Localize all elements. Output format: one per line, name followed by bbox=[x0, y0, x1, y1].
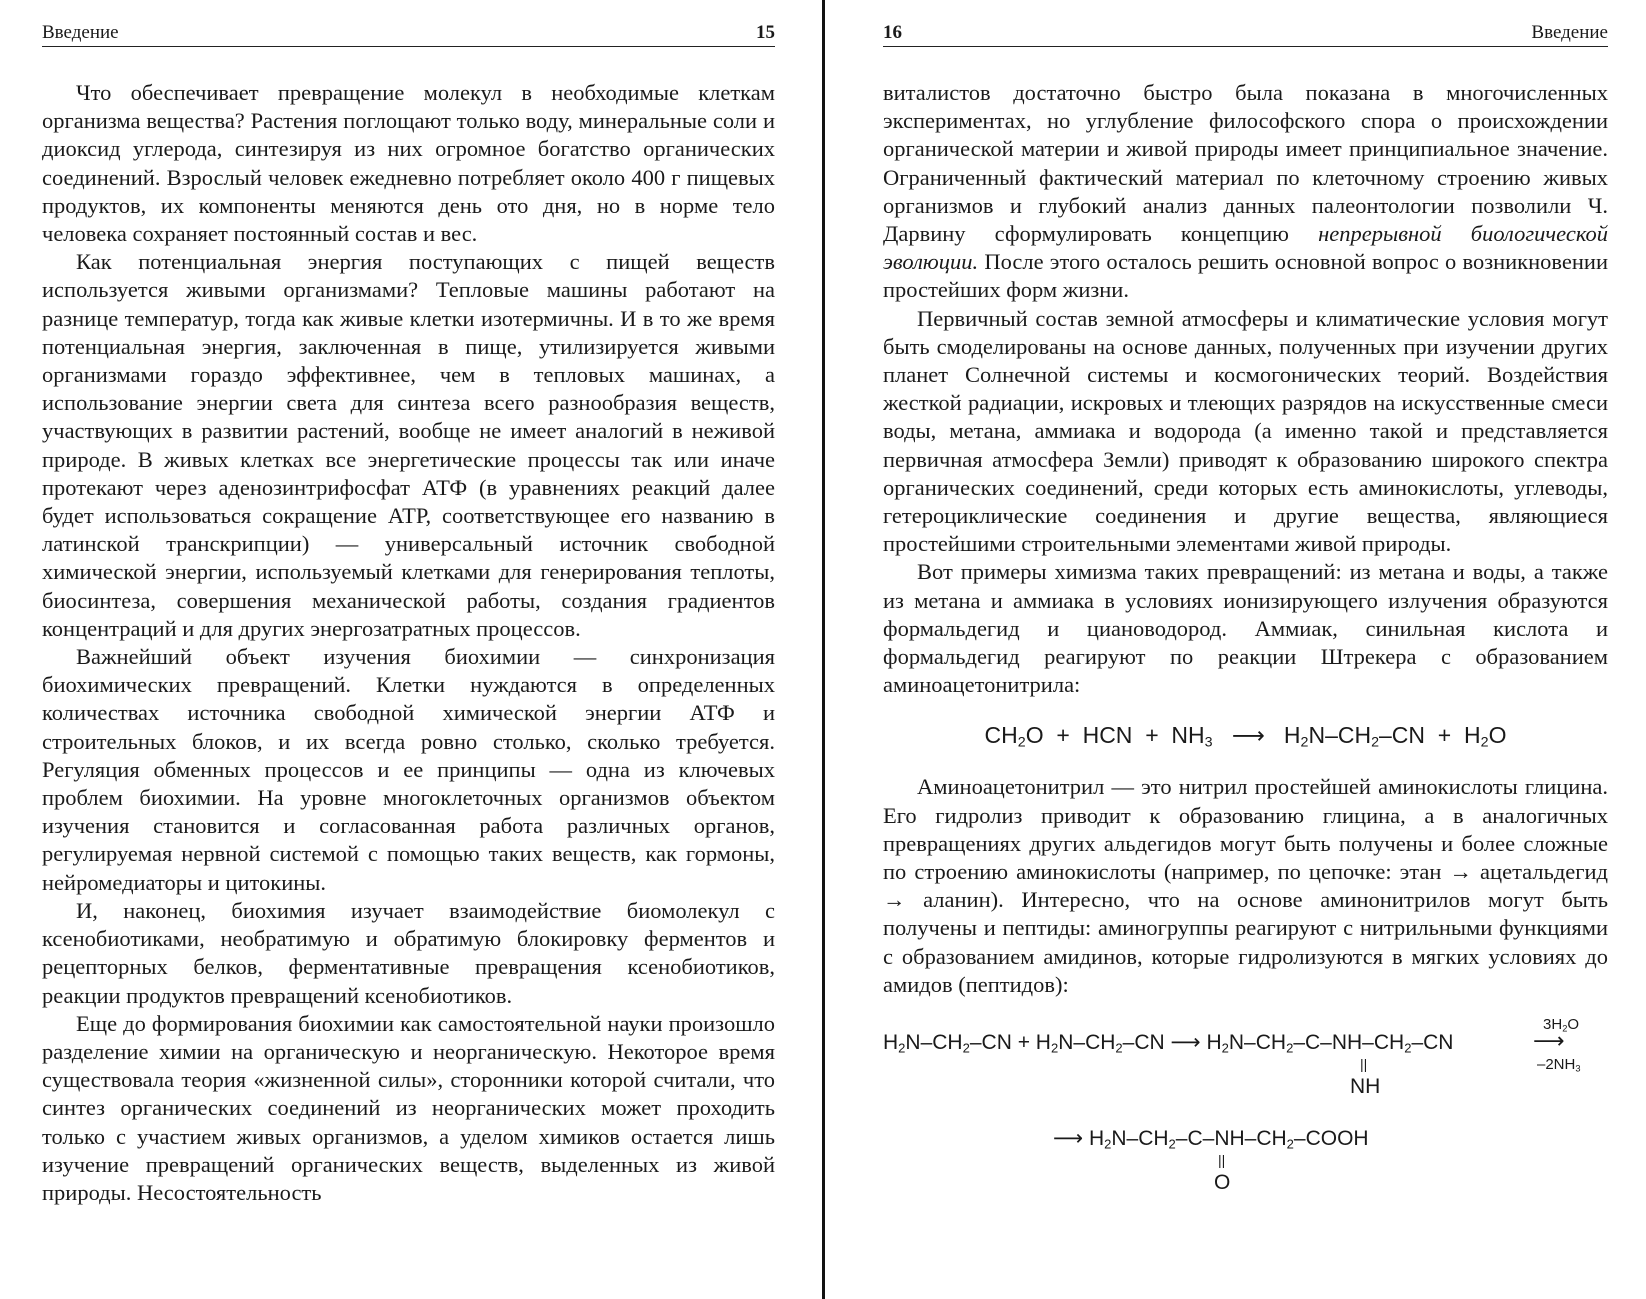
paragraph: Аминоацетонитрил — это нитрил простейшей аминокислоты глицина. Его гидролиз приводит к образованию глицина, а в аналогичных превращениях других альдегидов могут быть получены и более сложные по строению аминокислоты (например, по цепочке: этан → ацетальдегид → аланин). Интересно, что на основе аминонитрилов могут быть получены и пептиды: аминогруппы реагируют с нитрильными функциями с образованием амидинов, которые гидролизуются в мягких условиях до амидов (пептидов): bbox=[883, 774, 1608, 997]
left-page-body bbox=[42, 79, 775, 1207]
equation-line-2: ⟶ $H_2N-CH_2-C-NH-CH_2$–COOH bbox=[1053, 1127, 1369, 1152]
carbonyl-oxygen: O bbox=[1214, 1171, 1231, 1195]
paragraph: Что обеспечивает превращение молекул в необходимые клеткам организма вещества? Растения поглощают только воду, минеральные соли и диоксид углерода, синтезируя из них огромное богатство органических соединений. Взрослый человек ежедневно потребляет около 400 г пищевых продуктов, их компоненты меняются день ото дня, но в норме тело человека сохраняет постоянный состав и вес. bbox=[42, 80, 775, 247]
reagent-above: $3H_2O$ bbox=[1543, 1016, 1580, 1034]
right-header-title: Введение bbox=[1531, 22, 1608, 43]
right-page-header bbox=[883, 20, 1608, 47]
imine-group: NH bbox=[1350, 1075, 1381, 1099]
double-bond: || bbox=[1218, 1152, 1226, 1169]
equation-line-1: $H_2N-CH_2-CN + H_2N-CH_2-CN$ ⟶ $H_2N-CH_2-C-NH-CH_2-CN$ bbox=[883, 1031, 1454, 1056]
book-spine bbox=[822, 0, 825, 1299]
left-page bbox=[42, 0, 775, 1299]
arrow-icon: ⟶ bbox=[1533, 1028, 1565, 1054]
paragraph: Еще до формирования биохимии как самостоятельной науки произошло разделение химии на органическую и неорганическую. Некоторое время существовала теория «жизненной силы», сторонники которой считали, что синтез органических соединений из неорганических может проходить только с участием живых организмов, а уделом химиков остается лишь изучение превращений органических веществ, выделенных из живой природы. Несостоятельность bbox=[42, 1010, 775, 1205]
double-bond: || bbox=[1360, 1056, 1368, 1073]
left-page-number: 15 bbox=[756, 22, 775, 43]
paragraph: виталистов достаточно быстро была показана в многочисленных экспериментах, но углубление философского спора о происхождении органической материи и живой природы имеет принципиальное значение. Ограниченный фактический материал по клеточному строению живых организмов и глубокий анализ данных палеонтологии позволили Ч. Дарвину сформулировать концепцию непрерывной биологической эволюции. После этого осталось решить основной вопрос о возникновении простейших форм жизни. bbox=[883, 80, 1608, 303]
left-page-header bbox=[42, 20, 775, 47]
right-page-number: 16 bbox=[883, 22, 902, 43]
arrow-icon: ⟶ bbox=[1231, 722, 1265, 749]
paragraph: Первичный состав земной атмосферы и климатические условия могут быть смоделированы на основе данных, полученных при изучении других планет Солнечной системы и космогонических теорий. Воздействия жесткой радиации, искровых и тлеющих разрядов на искусственные смеси воды, метана, аммиака и водорода (а именно такой и представляется первичная атмосфера Земли) приводят к образованию широкого спектра органических соединений, среди которых есть аминокислоты, углеводы, гетероциклические соединения и другие вещества, являющиеся простейшими строительными элементами живой природы. bbox=[883, 305, 1608, 557]
paragraph: И, наконец, биохимия изучает взаимодействие биомолекул с ксенобиотиками, необратимую и обратимую блокировку ферментов и рецепторных белков, ферментативные превращения ксенобиотиков, реакции продуктов превращений ксенобиотиков. bbox=[42, 897, 775, 1008]
right-page bbox=[883, 0, 1608, 1299]
paragraph: Как потенциальная энергия поступающих с пищей веществ используется живыми организмами? Тепловые машины работают на разнице температур, тогда как живые клетки изотермичны. И в то же время потенциальная энергия, заключенная в пище, утилизируется живыми организмами гораздо эффективнее, чем в тепловых машинах, а использование энергии света для синтеза всего разнообразия веществ, участвующих в развитии растений, вообще не имеет аналогий в неживой природе. В живых клетках все энергетические процессы так или иначе протекают через аденозинтрифосфат АТФ (в уравнениях реакций далее будет использоваться сокращение АТР, соответствующее его названию в латинской транскрипции) — универсальный источник свободной химической энергии, используемый клетками для генерирования теплоты, биосинтеза, совершения механической работы, создания градиентов концентраций и для других энергозатратных процессов. bbox=[42, 249, 775, 641]
arrow-icon: ⟶ bbox=[1053, 1127, 1084, 1151]
reagent-below: $-2NH_3$ bbox=[1537, 1056, 1581, 1074]
left-header-title: Введение bbox=[42, 22, 119, 43]
arrow-icon: ⟶ bbox=[1170, 1031, 1201, 1055]
paragraph: Вот примеры химизма таких превращений: из метана и воды, а также из метана и аммиака в условиях ионизирующего излучения образуются формальдегид и циановодород. Аммиак, синильная кислота и формальдегид реагируют по реакции Штрекера с образованием аминоацетонитрила: bbox=[883, 559, 1608, 698]
paragraph: Важнейший объект изучения биохимии — синхронизация биохимических превращений. Клетки нуждаются в определенных количествах источника свободной химической энергии АТФ и строительных блоков, и их всегда ровно столько, сколько требуется. Регуляция обменных процессов и ее принципы — одна из ключевых проблем биохимии. На уровне многоклеточных организмов объектом изучения становится и согласованная работа различных органов, регулируемая нервной системой с помощью таких веществ, как гормоны, нейромедиаторы и цитокины. bbox=[42, 644, 775, 895]
peptide-equation bbox=[883, 1016, 1608, 1229]
strecker-equation: $CH_2O$ + HCN + $NH_3$ ⟶ $H_2N-CH_2-CN + H_2O$ bbox=[984, 722, 1507, 752]
italic-term: непрерывной биологической эволюции. bbox=[883, 221, 1608, 275]
right-page-body bbox=[883, 79, 1608, 1229]
